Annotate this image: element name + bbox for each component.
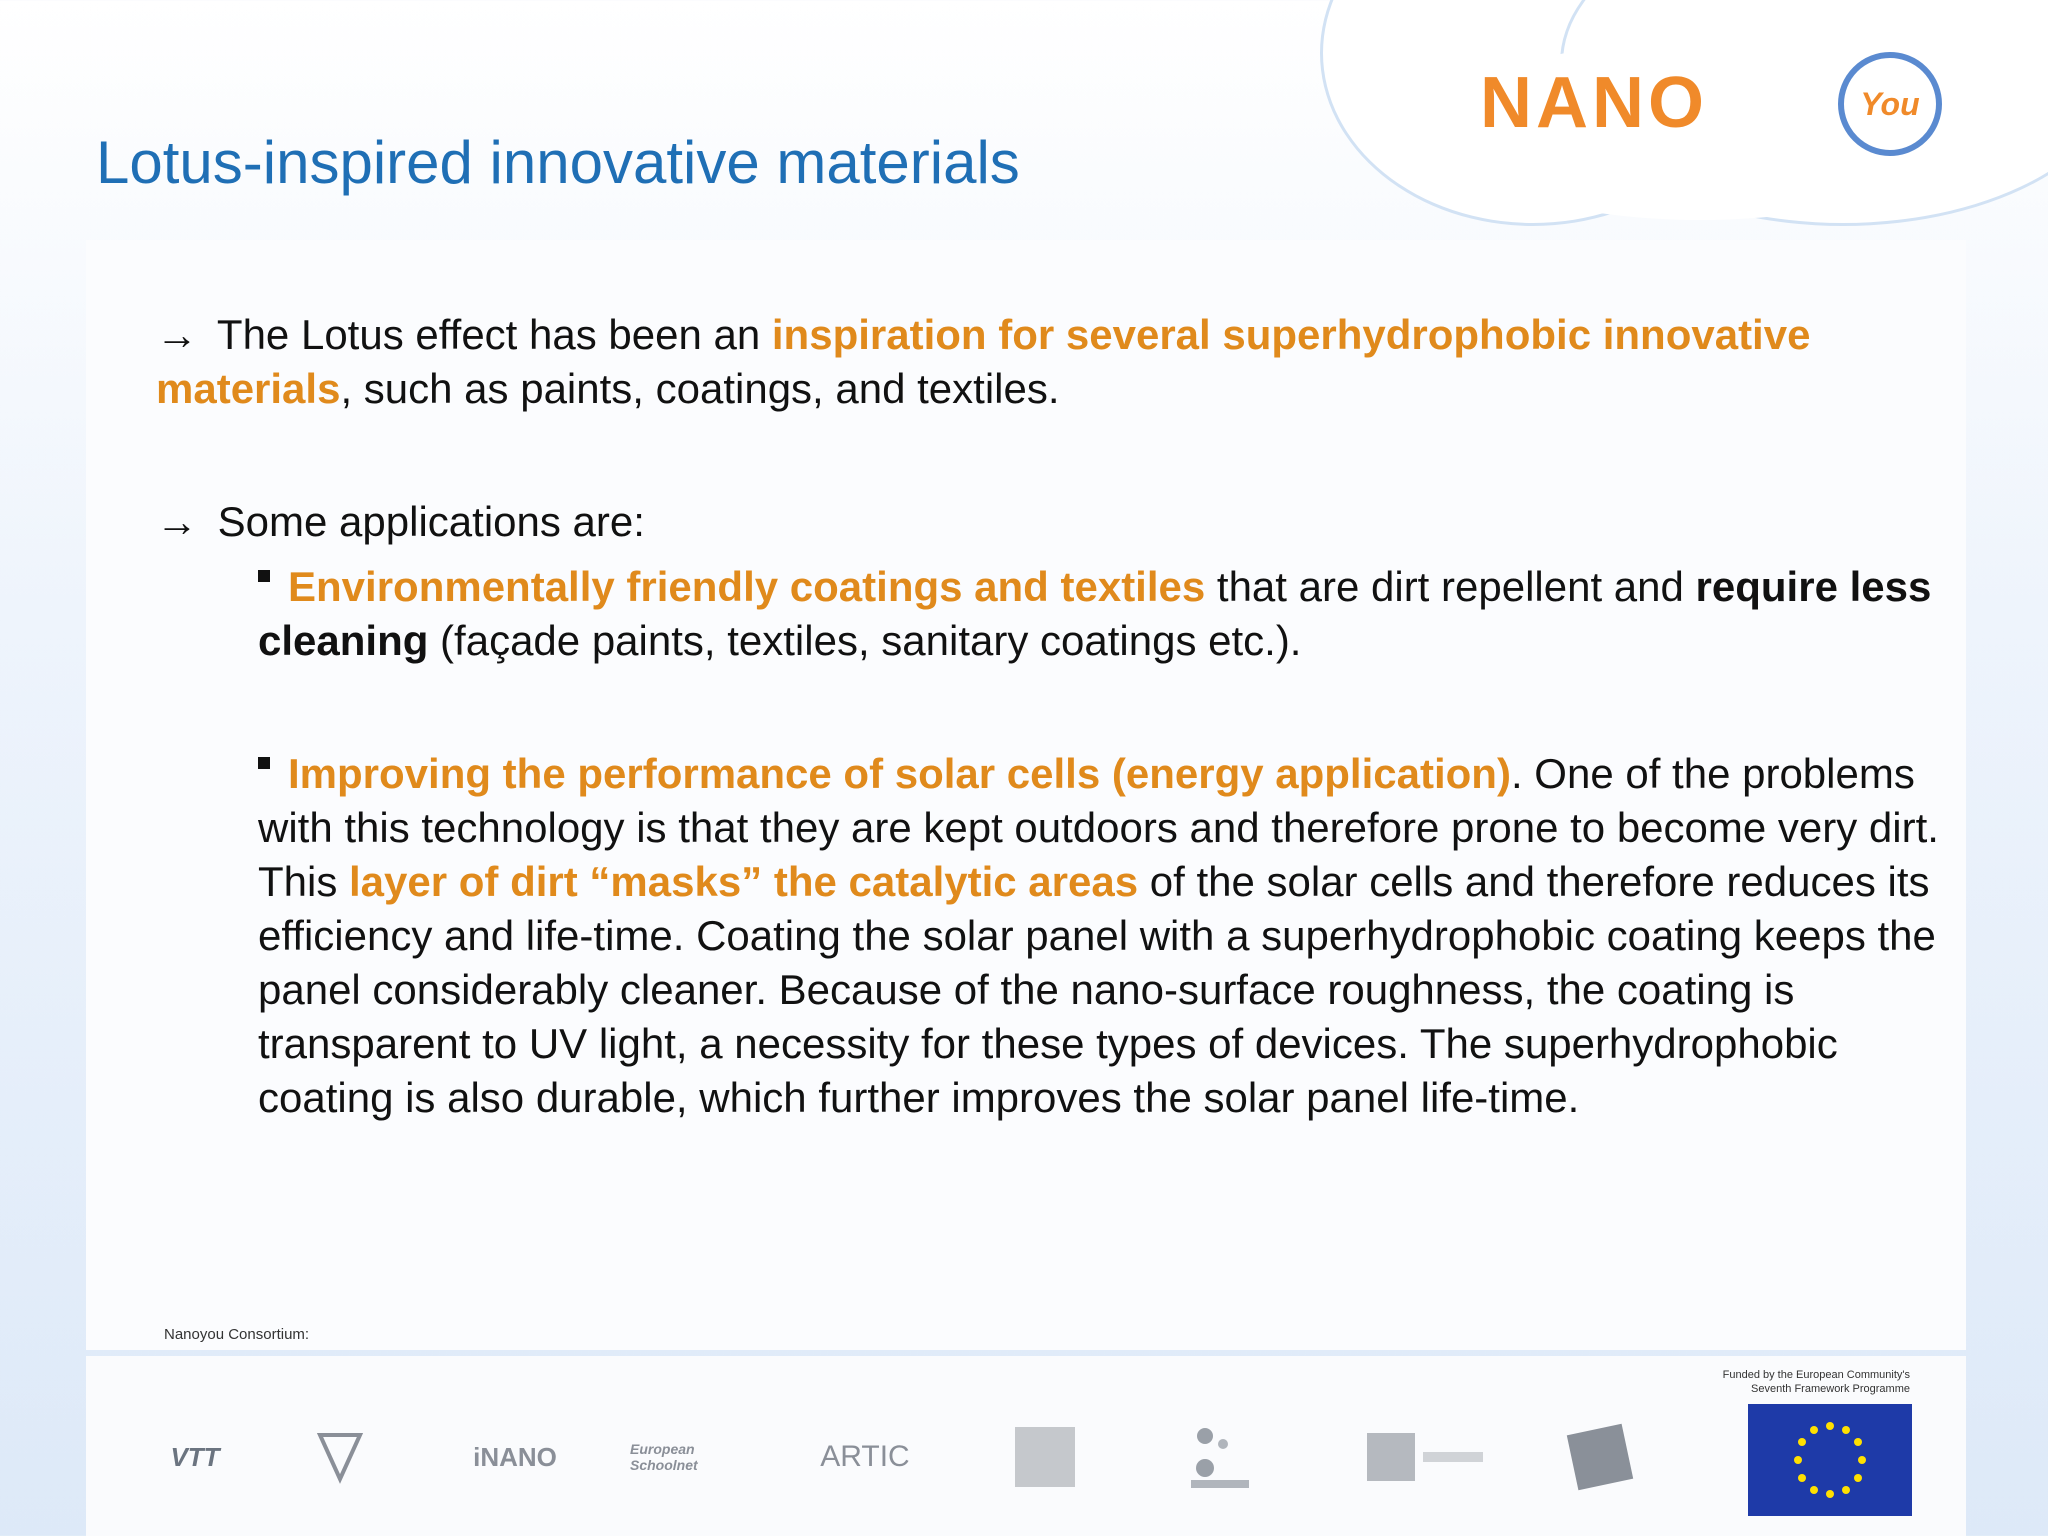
paragraph-text: Some applications are: (217, 498, 645, 545)
bold-text: require less cleaning (258, 563, 1932, 664)
highlight-text: layer of dirt “masks” the catalytic areas (349, 858, 1139, 905)
nanoyou-logo (1480, 52, 1960, 172)
partner-logo-inano: iNANO (473, 1441, 557, 1472)
bullet-item-solar-cells (258, 747, 1958, 1125)
partner-logo-artic: ARTIC (820, 1440, 910, 1473)
bullet-text: that are dirt repellent and (1205, 563, 1684, 610)
paragraph-text: The Lotus effect has been an (216, 311, 761, 358)
partner-logo-square (1010, 1422, 1080, 1492)
consortium-label: Nanoyou Consortium: (164, 1326, 310, 1343)
bullet-text: (façade paints, textiles, sanitary coatings etc.). (428, 617, 1302, 664)
bullet-text: . One of the problems with this technology is that they are kept outdoors and therefore prone to become very dirt. This (258, 750, 1939, 905)
logo-ring: You (1838, 52, 1942, 156)
partner-logo-dice (1560, 1422, 1640, 1492)
paragraph-text: , such as paints, coatings, and textiles. (340, 365, 1060, 412)
partner-logo-dots (1180, 1422, 1260, 1492)
logo-wordmark: NANO (1480, 63, 1708, 143)
partner-logo-vtt: VTT (170, 1441, 220, 1472)
slide-title: Lotus-inspired innovative materials (96, 129, 1020, 196)
paragraph-inspiration (156, 308, 1956, 416)
paragraph-applications-intro (156, 495, 1956, 549)
eu-flag (1748, 1404, 1912, 1516)
arrow-bullet: → (156, 311, 198, 358)
bullet-item-coatings (258, 560, 1958, 668)
arrow-bullet: → (156, 498, 198, 545)
highlight-text: Environmentally friendly coatings and textiles (288, 563, 1206, 610)
partner-logo-european-schoolnet: European Schoolnet (630, 1441, 698, 1473)
square-bullet-icon (258, 757, 270, 769)
funding-note: Funded by the European Community's Seventh Framework Programme (1722, 1369, 1910, 1395)
highlight-text: inspiration for several superhydrophobic innovative materials (156, 311, 1811, 412)
partner-logo-university (1360, 1422, 1490, 1492)
square-bullet-icon (258, 570, 270, 582)
highlight-text: Improving the performance of solar cells (energy application) (288, 750, 1511, 797)
bullet-text: of the solar cells and therefore reduces its efficiency and life-time. Coating the solar panel with a superhydrophobic coating keeps the panel considerably cleaner. Because of the nano-surface roughness, the coating is transparent to UV light, a necessity for these types of devices. The superhydrophobic coating is also durable, which further improves the solar panel life-time. (258, 858, 1936, 1121)
eu-stars-icon (1748, 1404, 1912, 1516)
partner-logo-shield (300, 1422, 380, 1492)
